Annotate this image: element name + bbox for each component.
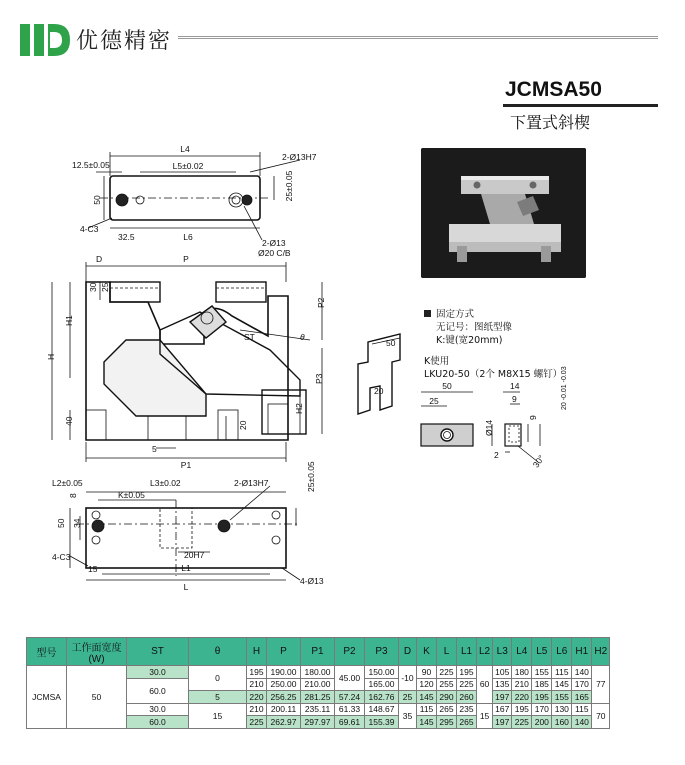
cell-p1: 281.25 xyxy=(301,691,335,704)
brand-logo xyxy=(20,22,72,58)
cell-l: 225 xyxy=(437,666,457,679)
cell-h2: 77 xyxy=(592,666,610,704)
cell-p: 200.11 xyxy=(267,703,301,716)
cell-p1: 235.11 xyxy=(301,703,335,716)
key-dim-2: 2 xyxy=(494,450,499,460)
cell-l4: 195 xyxy=(512,703,532,716)
cell-p: 250.00 xyxy=(267,678,301,691)
cell-l3: 105 xyxy=(493,666,512,679)
col-l6: L6 xyxy=(552,638,572,666)
cell-p: 262.97 xyxy=(267,716,301,729)
cell-l4: 210 xyxy=(512,678,532,691)
cell-l3: 197 xyxy=(493,691,512,704)
product-code: JCMSA50 xyxy=(505,78,602,101)
dim-25-bottom: 25±0.05 xyxy=(306,461,316,492)
col-p2: P2 xyxy=(335,638,365,666)
col-l2: L2 xyxy=(477,638,493,666)
cell-l2: 60 xyxy=(477,666,493,704)
dim-k: K±0.05 xyxy=(118,490,145,500)
cell-h2: 70 xyxy=(592,703,610,728)
dim-l2: L2±0.05 xyxy=(52,478,83,488)
cell-l5: 200 xyxy=(532,716,552,729)
dim-l4: L4 xyxy=(180,144,190,154)
header-rule xyxy=(178,36,658,39)
cell-k: 145 xyxy=(417,691,437,704)
spec-table xyxy=(26,637,610,729)
cell-l5: 185 xyxy=(532,678,552,691)
cell-h: 195 xyxy=(247,666,267,679)
dim-5: 5 xyxy=(152,444,157,454)
table-row xyxy=(27,666,610,679)
dim-40: 40 xyxy=(64,416,74,426)
product-photo xyxy=(421,148,586,278)
key-side-20: 20 xyxy=(374,386,384,396)
note-fix-none: 无记号：图纸型像 xyxy=(436,322,513,333)
dim-l6: L6 xyxy=(183,232,193,242)
key-dim-50: 50 xyxy=(442,381,452,391)
key-dim-30deg: 30° xyxy=(530,453,547,470)
dim-l: L xyxy=(183,582,189,592)
dim-25-top: 25±0.05 xyxy=(284,170,294,202)
cell-theta: 0 xyxy=(189,666,247,691)
dim-20h7: 20H7 xyxy=(184,550,205,560)
cell-l1: 235 xyxy=(457,703,477,716)
dim-p2: P2 xyxy=(316,297,326,308)
dim-h: H xyxy=(46,353,56,360)
dim-20: 20 xyxy=(238,420,248,430)
product-subtitle: 下置式斜楔 xyxy=(510,113,591,132)
cell-l1: 195 xyxy=(457,666,477,679)
dim-hole-h7-top: 2-Ø13H7 xyxy=(282,152,317,162)
cell-l1: 260 xyxy=(457,691,477,704)
cell-h1: 140 xyxy=(572,716,592,729)
cell-p2: 45.00 xyxy=(335,666,365,691)
dim-c3-top: 4-C3 xyxy=(80,224,99,234)
cell-p1: 180.00 xyxy=(301,666,335,679)
col-l3: L3 xyxy=(493,638,512,666)
cell-l6: 130 xyxy=(552,703,572,716)
col-theta: θ xyxy=(189,638,247,666)
bullet-square-icon xyxy=(424,310,431,317)
cell-h1: 140 xyxy=(572,666,592,679)
col-width: 工作面宽度(W) xyxy=(67,638,127,666)
key-dim-9: 9 xyxy=(512,394,517,404)
cell-p3: 150.00 xyxy=(365,666,399,679)
cell-l4: 180 xyxy=(512,666,532,679)
cell-theta: 5 xyxy=(189,691,247,704)
dim-15: 15 xyxy=(88,564,98,574)
cell-p1: 210.00 xyxy=(301,678,335,691)
cell-l3: 135 xyxy=(493,678,512,691)
cell-d: -10 xyxy=(399,666,417,691)
dim-height: 50 xyxy=(92,195,102,205)
cell-l5: 155 xyxy=(532,666,552,679)
cell-k: 120 xyxy=(417,678,437,691)
note-fix-k: K:键(宽20mm) xyxy=(436,335,503,346)
key-dim-phi14: Ø14 xyxy=(484,419,494,436)
cell-k: 145 xyxy=(417,716,437,729)
col-p1: P1 xyxy=(301,638,335,666)
col-l5: L5 xyxy=(532,638,552,666)
col-l: L xyxy=(437,638,457,666)
dim-c3-bottom: 4-C3 xyxy=(52,552,71,562)
cell-l2: 15 xyxy=(477,703,493,728)
cell-model: JCMSA xyxy=(27,666,67,729)
dim-hole4: 4-Ø13 xyxy=(300,576,324,586)
col-model: 型号 xyxy=(27,638,67,666)
cell-l1: 225 xyxy=(457,678,477,691)
table-header-row xyxy=(27,638,610,666)
note-k-part: LKU20-50（2个 M8X15 螺钉） xyxy=(424,369,563,380)
cell-theta: 15 xyxy=(189,703,247,728)
cell-st: 60.0 xyxy=(127,716,189,729)
cell-h: 210 xyxy=(247,703,267,716)
dim-hole-h7-bottom: 2-Ø13H7 xyxy=(234,478,269,488)
cell-p: 256.25 xyxy=(267,691,301,704)
cell-k: 90 xyxy=(417,666,437,679)
dim-p: P xyxy=(183,254,189,264)
cell-l6: 115 xyxy=(552,666,572,679)
cell-p1: 297.97 xyxy=(301,716,335,729)
cell-l: 290 xyxy=(437,691,457,704)
dim-theta: θ xyxy=(300,332,305,342)
cell-d: 25 xyxy=(399,691,417,704)
col-p3: P3 xyxy=(365,638,399,666)
dim-8: 8 xyxy=(68,493,78,498)
cell-p2: 69.61 xyxy=(335,716,365,729)
dim-34: 34 xyxy=(72,518,82,528)
col-h1: H1 xyxy=(572,638,592,666)
cell-l6: 160 xyxy=(552,716,572,729)
cell-l: 265 xyxy=(437,703,457,716)
cell-p3: 148.67 xyxy=(365,703,399,716)
key-dim-14: 14 xyxy=(510,381,520,391)
cell-p3: 162.76 xyxy=(365,691,399,704)
note-k-use: K使用 xyxy=(424,356,450,367)
col-st: ST xyxy=(127,638,189,666)
dim-50-bottom: 50 xyxy=(56,518,66,528)
col-k: K xyxy=(417,638,437,666)
col-d: D xyxy=(399,638,417,666)
dim-30: 30 xyxy=(88,282,98,292)
cell-l: 295 xyxy=(437,716,457,729)
brand-name: 优德精密 xyxy=(76,29,173,54)
cell-p2: 57.24 xyxy=(335,691,365,704)
cell-k: 115 xyxy=(417,703,437,716)
dim-hole-13: 2-Ø13 xyxy=(262,238,286,248)
dim-p3: P3 xyxy=(314,373,324,384)
key-dim-25: 25 xyxy=(429,396,439,406)
col-h: H xyxy=(247,638,267,666)
key-dim-9b: 9 xyxy=(528,415,538,420)
cell-h1: 165 xyxy=(572,691,592,704)
col-l1: L1 xyxy=(457,638,477,666)
col-p: P xyxy=(267,638,301,666)
cell-st: 30.0 xyxy=(127,703,189,716)
cell-l: 255 xyxy=(437,678,457,691)
cell-width: 50 xyxy=(67,666,127,729)
cell-l1: 265 xyxy=(457,716,477,729)
cell-p: 190.00 xyxy=(267,666,301,679)
cell-st: 30.0 xyxy=(127,666,189,679)
dim-offset: 12.5±0.05 xyxy=(72,160,110,170)
note-fix-title: 固定方式 xyxy=(424,308,562,321)
dim-p1: P1 xyxy=(180,460,192,470)
cell-l4: 225 xyxy=(512,716,532,729)
dim-l1: L1 xyxy=(181,563,191,573)
cell-l3: 197 xyxy=(493,716,512,729)
key-detail xyxy=(421,392,540,462)
fixing-notes xyxy=(424,308,562,381)
col-h2: H2 xyxy=(592,638,610,666)
key-dim-tol: 20 -0.01 -0.03 xyxy=(561,366,568,410)
cell-p3: 155.39 xyxy=(365,716,399,729)
cell-h1: 170 xyxy=(572,678,592,691)
dim-25: 25 xyxy=(100,282,110,292)
key-side-50: 50 xyxy=(386,338,396,348)
cell-p2: 61.33 xyxy=(335,703,365,716)
dim-325: 32.5 xyxy=(118,232,135,242)
cell-l5: 170 xyxy=(532,703,552,716)
cell-d: 35 xyxy=(399,703,417,728)
dim-h2: H2 xyxy=(294,403,304,414)
cell-st: 60.0 xyxy=(127,678,189,703)
dim-l5: L5±0.02 xyxy=(172,161,204,171)
cell-h1: 115 xyxy=(572,703,592,716)
product-rule xyxy=(503,104,658,107)
cell-l6: 155 xyxy=(552,691,572,704)
dim-d: D xyxy=(96,254,103,264)
cell-h: 220 xyxy=(247,691,267,704)
cell-h: 225 xyxy=(247,716,267,729)
cell-l3: 167 xyxy=(493,703,512,716)
cell-l5: 195 xyxy=(532,691,552,704)
cell-l6: 145 xyxy=(552,678,572,691)
cell-h: 210 xyxy=(247,678,267,691)
dim-l3: L3±0.02 xyxy=(150,478,181,488)
cell-l4: 220 xyxy=(512,691,532,704)
dim-hole-cb: Ø20 C/B xyxy=(258,248,291,258)
dim-st: ST xyxy=(244,332,255,342)
col-l4: L4 xyxy=(512,638,532,666)
dim-h1: H1 xyxy=(64,315,74,326)
cell-p3: 165.00 xyxy=(365,678,399,691)
